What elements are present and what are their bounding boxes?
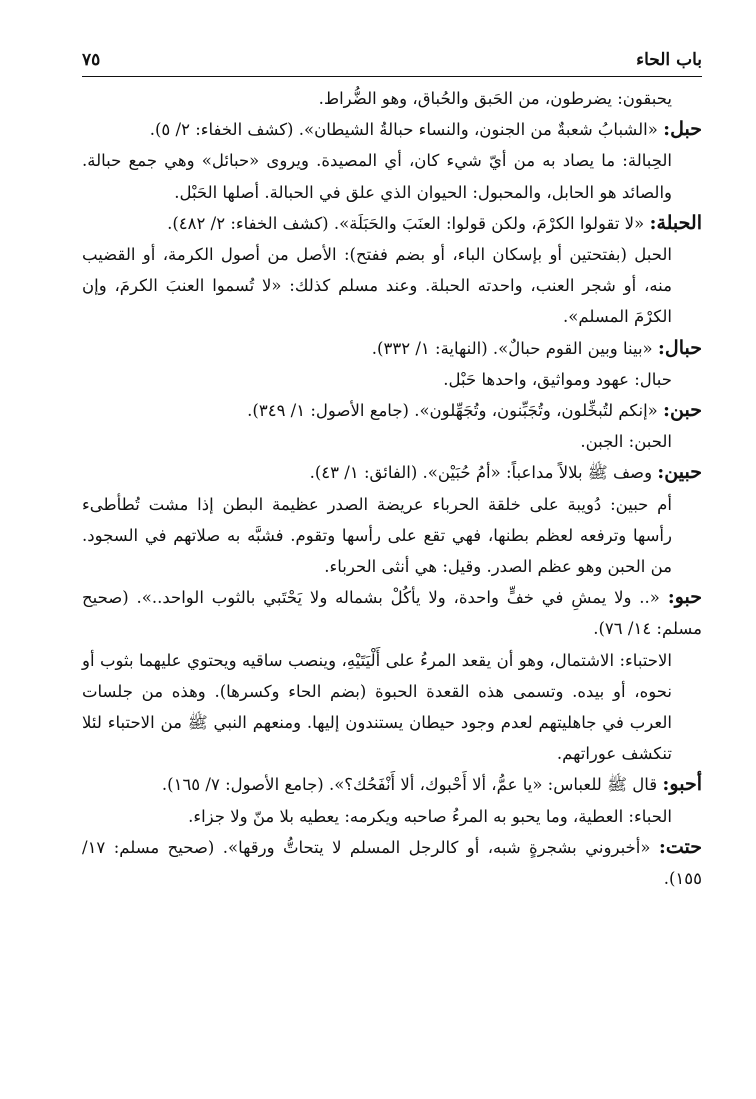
entry-text: «إنكم لتُبخِّلون، وتُجَبِّنون، وتُجَهِّلون». (جامع الأصول: ١/ ٣٤٩).	[247, 401, 664, 421]
entry-text: «لا تقولوا الكرْمَ، ولكن قولوا: العنَبَ والحَبَلَة». (كشف الخفاء: ٢/ ٤٨٢).	[167, 213, 650, 233]
entry-text: «بينا وبين القوم حبالٌ». (النهاية: ١/ ٣٣٢).	[371, 338, 658, 358]
document-page	[82, 44, 702, 894]
paragraph-text: الحبن: الجبن.	[580, 432, 672, 452]
paragraph-text: الحِبالة: ما يصاد به من أيّ شيء كان، أي المصيدة. ويروى «حبائل» وهي جمع حبالة. والصائد هو الحابل، والمحبول: الحيوان الذي علق في الحبالة. أصلها الحَبْل.	[82, 151, 672, 202]
entry-text: قال ﷺ للعباس: «يا عمُّ، ألا أَحْبوك، ألا أَنْفَحُك؟». (جامع الأصول: ٧/ ١٦٥).	[161, 775, 663, 795]
page-number: ٧٥	[82, 50, 101, 70]
entry-paragraph	[82, 457, 702, 488]
paragraph	[82, 426, 702, 457]
paragraph	[82, 83, 702, 114]
paragraph-text: أم حبين: دُويبة على خلقة الحرباء عريضة الصدر عظيمة البطن إذا مشت تُطأطىء رأسها وترفعه لعظم بطنها، فهي تقع على رأسها وتقوم. فشبَّه به صلاتهم في السجود. من الحبن وهو عظم الصدر. وقيل: هي أنثى الحرباء.	[82, 494, 672, 577]
entry-paragraph	[82, 333, 702, 364]
paragraph	[82, 489, 702, 583]
paragraph-text: الحبل (بفتحتين أو بإسكان الباء، أو بضم ففتح): الأصل من أصول الكرمة، أو القضيب منه، أو شجر العنب، واحدته الحبلة. وعند مسلم كذلك: «لا تُسموا العنبَ الكرمَ، وإن الكرْمَ المسلم».	[82, 245, 672, 327]
entry-paragraph	[82, 769, 702, 800]
paragraph	[82, 239, 702, 333]
paragraph	[82, 801, 702, 832]
chapter-title: باب الحاء	[636, 50, 702, 70]
entry-headword: حبل:	[663, 118, 702, 141]
entry-headword: حبين:	[657, 461, 702, 484]
paragraph-text: يحبقون: يضرطون، من الحَبق والحُباق، وهو الضُّراط.	[318, 89, 672, 108]
entry-text: وصف ﷺ بلالاً مداعباً: «أمُ حُبَيْن». (الفائق: ١/ ٤٣).	[309, 463, 658, 483]
entry-headword: حبن:	[663, 399, 702, 422]
paragraph-text: حبال: عهود ومواثيق، واحدها حَبْل.	[443, 369, 672, 389]
paragraph	[82, 645, 702, 770]
entry-text: «.. ولا يمشِ في خفٍّ واحدة، ولا يأكُلْ بشماله ولا يَحْتَبي بالثوب الواحد..». (صحيح مسلم: ١٤/ ٧٦).	[82, 588, 702, 639]
entry-paragraph	[82, 395, 702, 426]
page-body	[82, 83, 702, 894]
paragraph	[82, 364, 702, 395]
entry-headword: الحبلة:	[649, 211, 702, 234]
entry-text: «الشبابُ شعبةٌ من الجنون، والنساء حبالةُ الشيطان». (كشف الخفاء: ٢/ ٥).	[149, 120, 664, 140]
entry-text: «أخبروني بشجرةٍ شبه، أو كالرجل المسلم لا يتحاتُّ ورقها». (صحيح مسلم: ١٧/ ١٥٥).	[82, 837, 702, 889]
entry-paragraph	[82, 832, 702, 894]
entry-headword: حبال:	[657, 336, 702, 359]
paragraph-text: الحباء: العطية، وما يحبو به المرءُ صاحبه ويكرمه: يعطيه بلا منّ ولا جزاء.	[188, 806, 672, 826]
page-header	[82, 44, 702, 77]
paragraph	[82, 145, 702, 207]
entry-paragraph	[82, 208, 702, 239]
entry-headword: حتت:	[658, 835, 702, 858]
entry-headword: حبو:	[667, 586, 702, 609]
entry-headword: أحبو:	[662, 773, 702, 796]
entry-paragraph	[82, 114, 702, 145]
entry-paragraph	[82, 582, 702, 644]
paragraph-text: الاحتباء: الاشتمال، وهو أن يقعد المرءُ على أَلْيَتَيْهِ، وينصب ساقيه ويحتوي عليهما بثوب أو نحوه، أو بيده. وتسمى هذه القعدة الحبوة (بضم الحاء وكسرها). وهذه من جلسات العرب في جاهليتهم لعدم وجود حيطان يستندون إليها. ومنعهم النبي ﷺ من الاحتباء لئلا تنكشف عوراتهم.	[82, 650, 672, 764]
